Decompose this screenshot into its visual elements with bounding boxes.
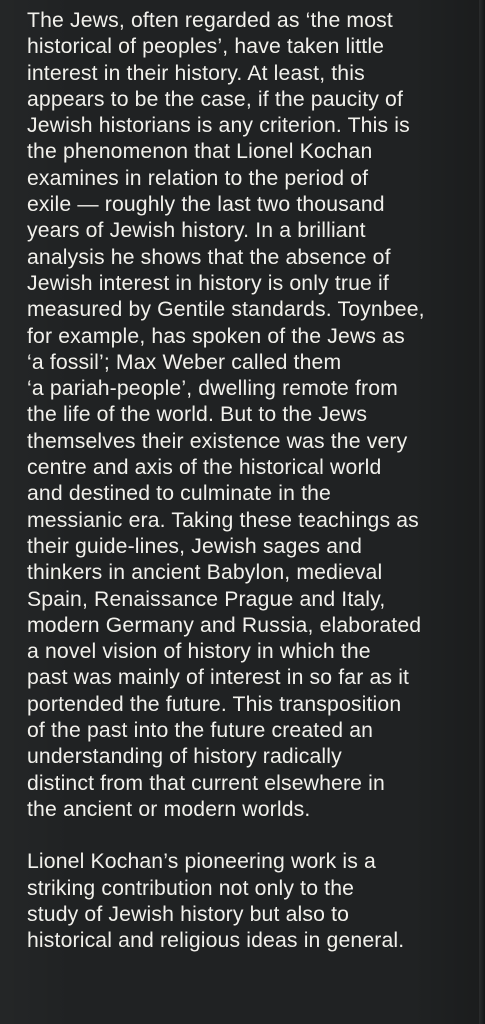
blurb-line: distinct from that current elsewhere in <box>27 771 385 795</box>
blurb-line: modern Germany and Russia, elaborated <box>27 613 422 637</box>
blurb-line: striking contribution not only to the <box>27 876 355 900</box>
blurb-line: exile — roughly the last two thousand <box>27 193 385 217</box>
blurb-line: Spain, Renaissance Prague and Italy, <box>27 587 386 611</box>
blurb-line: historical and religious ideas in general. <box>27 929 405 953</box>
blurb-line: portended the future. This transposition <box>27 692 402 716</box>
blurb-line: centre and axis of the historical world <box>27 456 382 480</box>
blurb-line: interest in their history. At least, this <box>27 61 365 85</box>
paragraph-gap <box>27 823 479 849</box>
blurb-line: themselves their existence was the very <box>27 429 408 453</box>
blurb-line: thinkers in ancient Babylon, medieval <box>27 561 383 585</box>
blurb-line: the phenomenon that Lionel Kochan <box>27 140 373 164</box>
blurb-line: and destined to culminate in the <box>27 482 331 506</box>
blurb-line: study of Jewish history but also to <box>27 902 350 926</box>
blurb-line: historical of peoples’, have taken little <box>27 35 385 59</box>
blurb-line: the life of the world. But to the Jews <box>27 403 368 427</box>
blurb-paragraph-2 <box>27 849 479 954</box>
blurb-line: years of Jewish history. In a brilliant <box>27 219 366 243</box>
blurb-line: Lionel Kochan’s pioneering work is a <box>27 850 376 874</box>
blurb-line: ‘a fossil’; Max Weber called them <box>27 350 342 374</box>
blurb-text <box>27 8 479 954</box>
blurb-line: of the past into the future created an <box>27 719 374 743</box>
blurb-paragraph-1 <box>27 8 479 823</box>
blurb-line: Jewish historians is any criterion. This is <box>27 114 410 138</box>
blurb-line: messianic era. Taking these teachings as <box>27 508 419 532</box>
blurb-line: for example, has spoken of the Jews as <box>27 324 405 348</box>
blurb-line: a novel vision of history in which the <box>27 640 371 664</box>
blurb-line: ‘a pariah-people’, dwelling remote from <box>27 377 398 401</box>
blurb-line: understanding of history radically <box>27 745 342 769</box>
blurb-line: past was mainly of interest in so far as it <box>27 666 410 690</box>
blurb-line: measured by Gentile standards. Toynbee, <box>27 298 425 322</box>
blurb-line: examines in relation to the period of <box>27 166 369 190</box>
cover-edge-shadow <box>479 0 485 1024</box>
blurb-line: analysis he shows that the absence of <box>27 245 391 269</box>
blurb-line: their guide-lines, Jewish sages and <box>27 534 363 558</box>
blurb-line: the ancient or modern worlds. <box>27 797 311 821</box>
blurb-line: Jewish interest in history is only true if <box>27 271 389 295</box>
blurb-line: The Jews, often regarded as ‘the most <box>27 9 393 32</box>
blurb-line: appears to be the case, if the paucity of <box>27 87 403 111</box>
